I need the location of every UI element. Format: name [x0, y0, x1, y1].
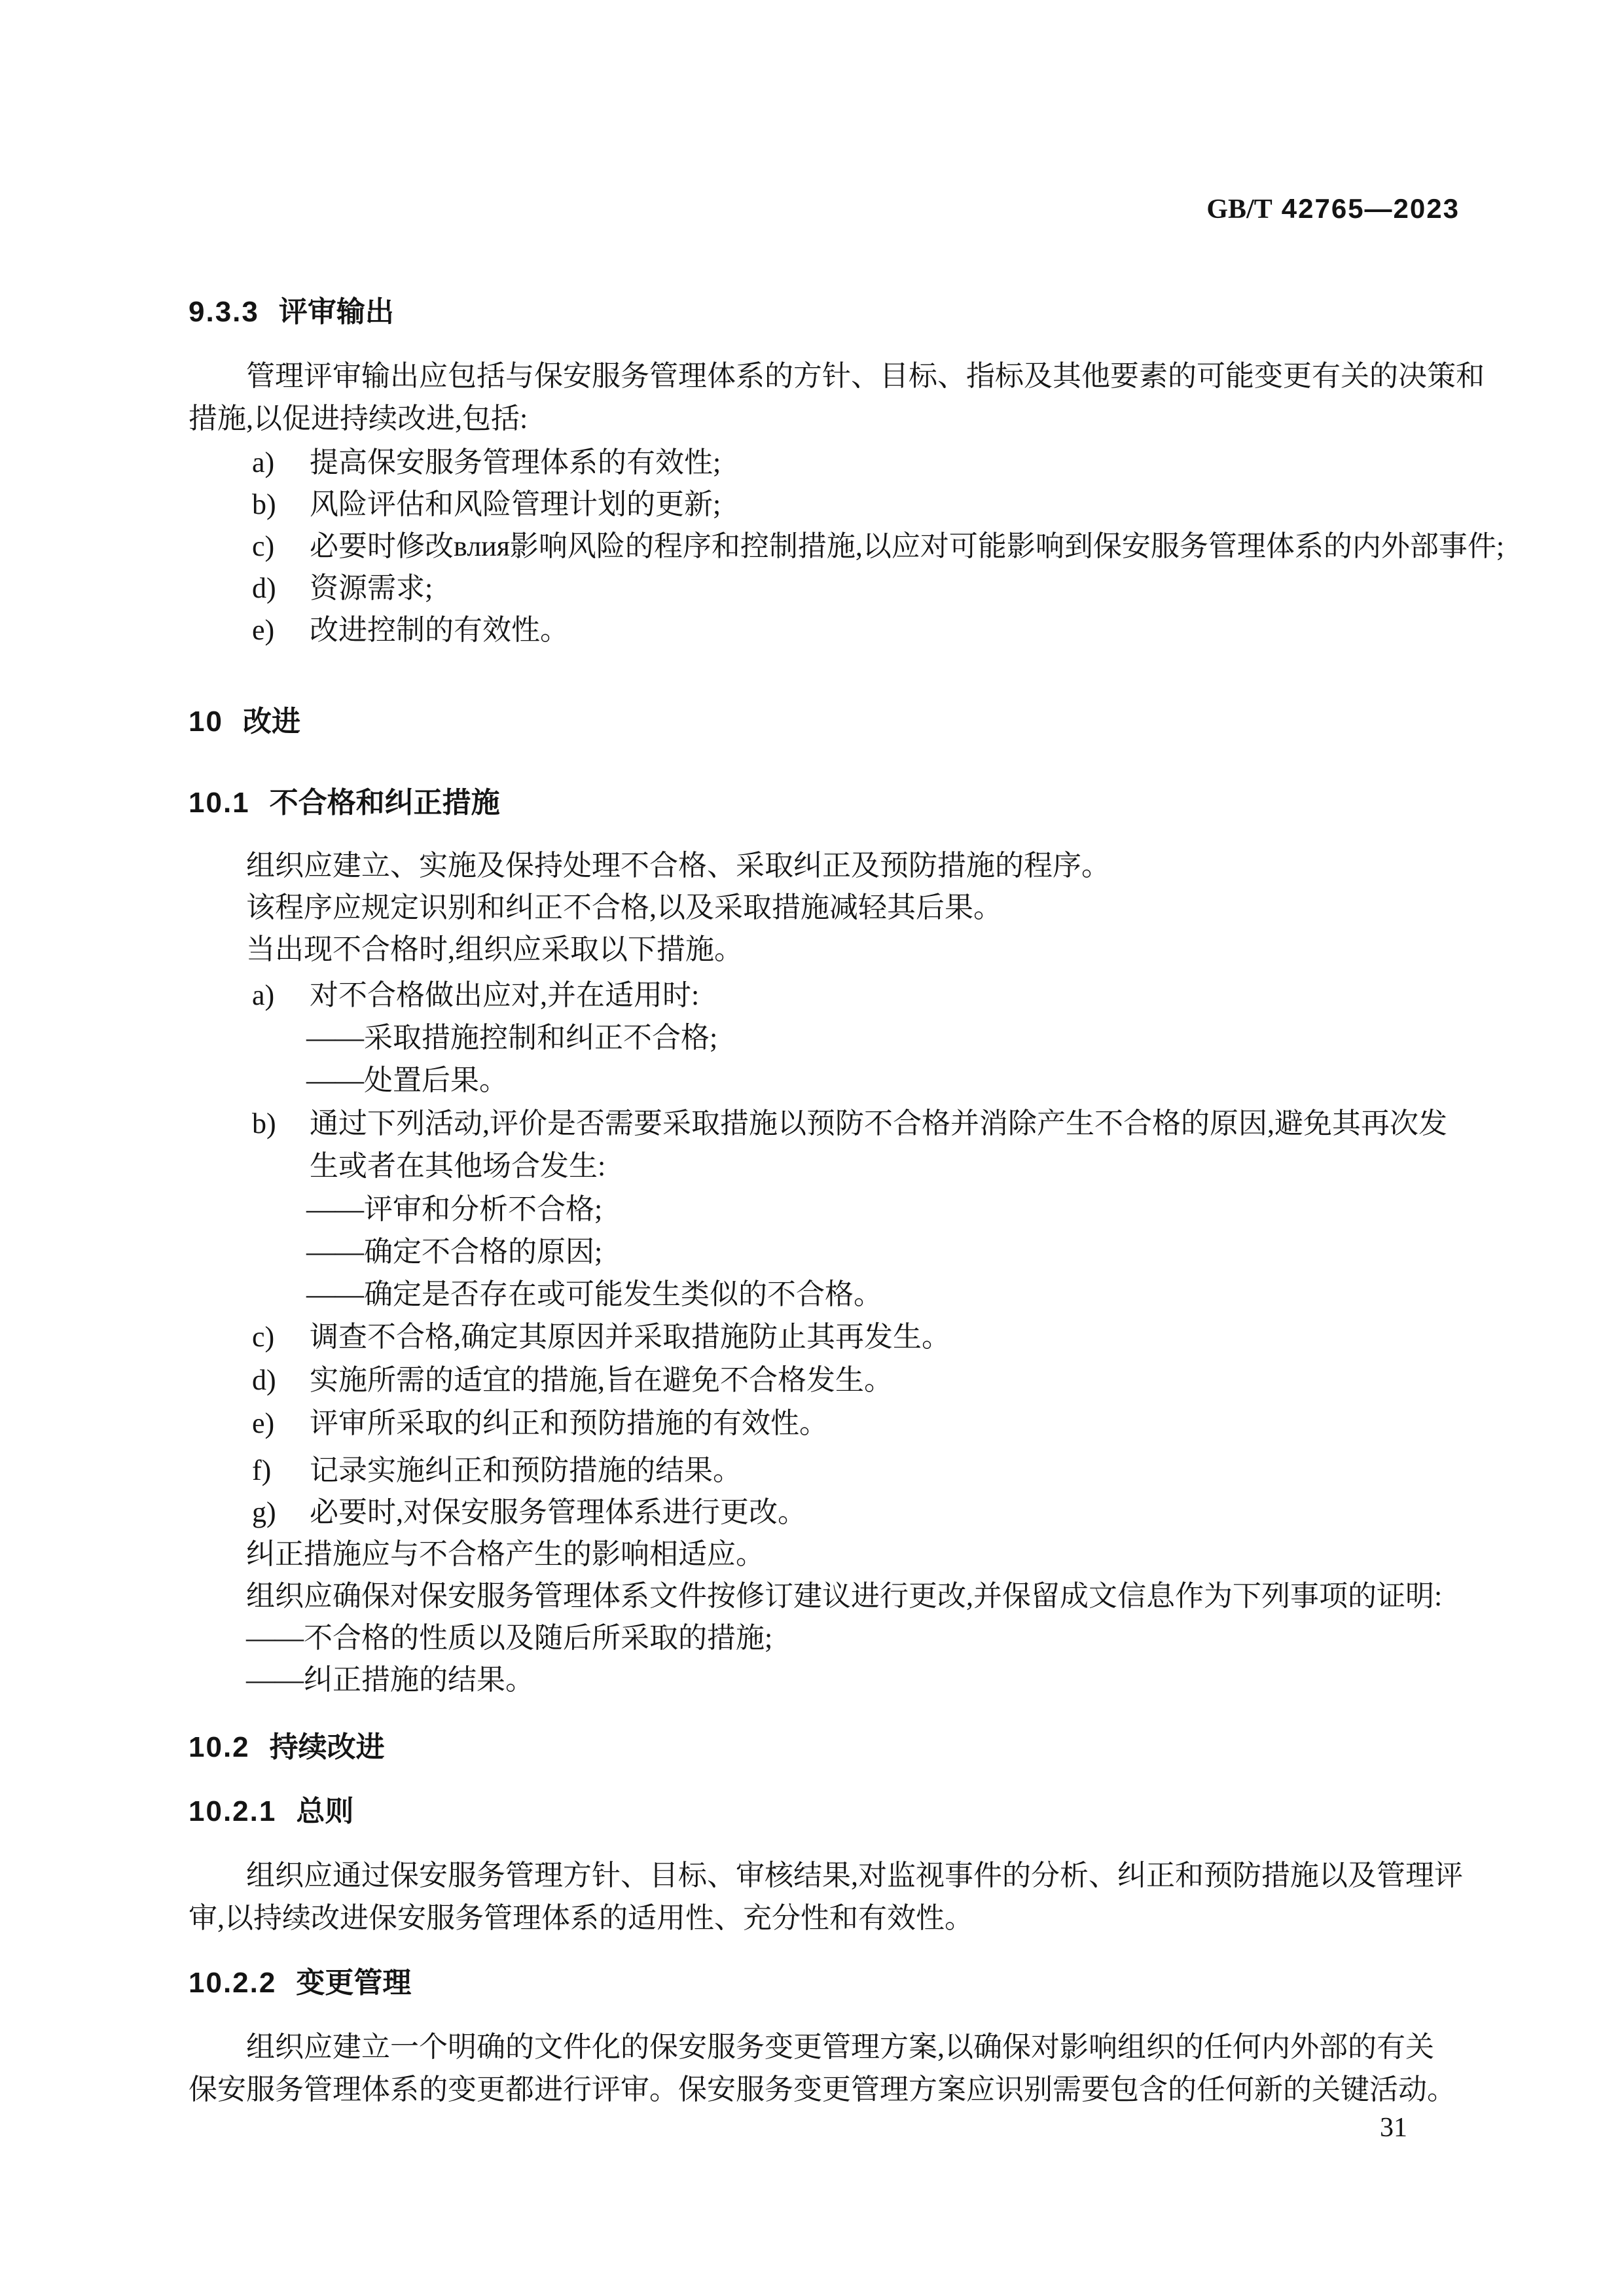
list-item — [252, 1407, 828, 1441]
list-text: 改进控制的有效性。 — [310, 614, 569, 646]
clause-number: 10 — [189, 706, 223, 738]
list-label: e) — [252, 1407, 275, 1439]
body-line: 组织应建立一个明确的文件化的保安服务变更管理方案,以确保对影响组织的任何内外部的有关 — [246, 2031, 1434, 2063]
body-line: 该程序应规定识别和纠正不合格,以及采取措施减轻其后果。 — [246, 891, 1002, 924]
list-text: 必要时修改влия影响风险的程序和控制措施,以应对可能影响到保安服务管理体系的内外部事件; — [310, 530, 1505, 562]
body-line: 管理评审输出应包括与保安服务管理体系的方针、目标、指标及其他要素的可能变更有关的决策和 — [246, 360, 1485, 392]
list-label: c) — [252, 1321, 275, 1353]
list-text: 资源需求; — [310, 572, 433, 604]
dash-item: ——确定不合格的原因; — [306, 1236, 603, 1268]
clause-title: 持续改进 — [269, 1731, 385, 1763]
clause-number: 9.3.3 — [189, 296, 259, 328]
dash-item: ——处置后果。 — [306, 1064, 508, 1096]
clause-number: 10.2 — [189, 1731, 250, 1763]
list-label: d) — [252, 572, 276, 604]
clause-title: 总则 — [296, 1795, 354, 1827]
list-item — [252, 1496, 806, 1530]
heading-10 — [189, 706, 300, 739]
heading-9-3-3 — [189, 296, 394, 329]
list-text: 必要时,对保安服务管理体系进行更改。 — [310, 1496, 806, 1528]
clause-title: 改进 — [242, 706, 300, 738]
list-item-continuation: 生或者在其他场合发生: — [310, 1150, 606, 1182]
list-label: b) — [252, 1107, 276, 1139]
list-item — [252, 488, 721, 522]
body-line: 纠正措施应与不合格产生的影响相适应。 — [246, 1538, 765, 1570]
body-line: 审,以持续改进保安服务管理体系的适用性、充分性和有效性。 — [189, 1902, 973, 1934]
clause-number: 10.1 — [189, 787, 250, 819]
list-item — [252, 614, 569, 647]
list-label: a) — [252, 446, 275, 478]
body-line: 组织应通过保安服务管理方针、目标、审核结果,对监视事件的分析、纠正和预防措施以及管理评 — [246, 1859, 1463, 1892]
list-label: e) — [252, 614, 275, 646]
list-label: d) — [252, 1364, 276, 1396]
body-line: 保安服务管理体系的变更都进行评审。保安服务变更管理方案应识别需要包含的任何新的关键活动。 — [189, 2073, 1456, 2106]
list-item — [252, 530, 1504, 564]
list-text: 对不合格做出应对,并在适用时: — [310, 979, 700, 1011]
list-text: 实施所需的适宜的措施,旨在避免不合格发生。 — [310, 1364, 893, 1396]
standard-code-number: 42765—2023 — [1281, 193, 1460, 224]
dash-item: ——纠正措施的结果。 — [246, 1664, 534, 1696]
dash-item: ——评审和分析不合格; — [306, 1193, 603, 1225]
heading-10-2-1 — [189, 1795, 353, 1829]
list-text: 调查不合格,确定其原因并采取措施防止其再发生。 — [310, 1321, 950, 1353]
list-text: 通过下列活动,评价是否需要采取措施以预防不合格并消除产生不合格的原因,避免其再次发 — [310, 1107, 1447, 1139]
list-item — [252, 979, 699, 1013]
heading-10-2 — [189, 1731, 385, 1765]
body-line: 措施,以促进持续改进,包括: — [189, 403, 528, 435]
list-item — [252, 1364, 893, 1397]
list-label: c) — [252, 530, 275, 562]
list-label: f) — [252, 1454, 272, 1486]
list-item — [252, 1107, 1447, 1141]
body-line: 当出现不合格时,组织应采取以下措施。 — [246, 933, 743, 965]
list-item — [252, 572, 433, 605]
clause-number: 10.2.2 — [189, 1967, 277, 1999]
heading-10-1 — [189, 787, 500, 820]
dash-item: ——采取措施控制和纠正不合格; — [306, 1022, 718, 1054]
clause-title: 不合格和纠正措施 — [269, 787, 500, 819]
dash-item: ——不合格的性质以及随后所采取的措施; — [246, 1622, 773, 1654]
clause-title: 评审输出 — [278, 296, 394, 328]
list-item — [252, 446, 721, 480]
list-item — [252, 1321, 950, 1354]
body-line: 组织应确保对保安服务管理体系文件按修订建议进行更改,并保留成文信息作为下列事项的证明: — [246, 1580, 1443, 1612]
body-line: 组织应建立、实施及保持处理不合格、采取纠正及预防措施的程序。 — [246, 850, 1110, 882]
list-text: 提高保安服务管理体系的有效性; — [310, 446, 721, 478]
list-label: b) — [252, 488, 276, 520]
list-text: 记录实施纠正和预防措施的结果。 — [310, 1454, 742, 1486]
clause-number: 10.2.1 — [189, 1795, 277, 1827]
standard-code-header — [1206, 194, 1460, 224]
list-label: g) — [252, 1496, 276, 1528]
heading-10-2-2 — [189, 1967, 411, 2000]
list-label: a) — [252, 979, 275, 1011]
dash-item: ——确定是否存在或可能发生类似的不合格。 — [306, 1278, 882, 1310]
list-item — [252, 1454, 742, 1488]
standard-code-prefix: GB/T — [1206, 194, 1272, 224]
list-text: 评审所采取的纠正和预防措施的有效性。 — [310, 1407, 828, 1439]
page-number: 31 — [1380, 2113, 1407, 2143]
clause-title: 变更管理 — [296, 1967, 412, 1999]
list-text: 风险评估和风险管理计划的更新; — [310, 488, 721, 520]
